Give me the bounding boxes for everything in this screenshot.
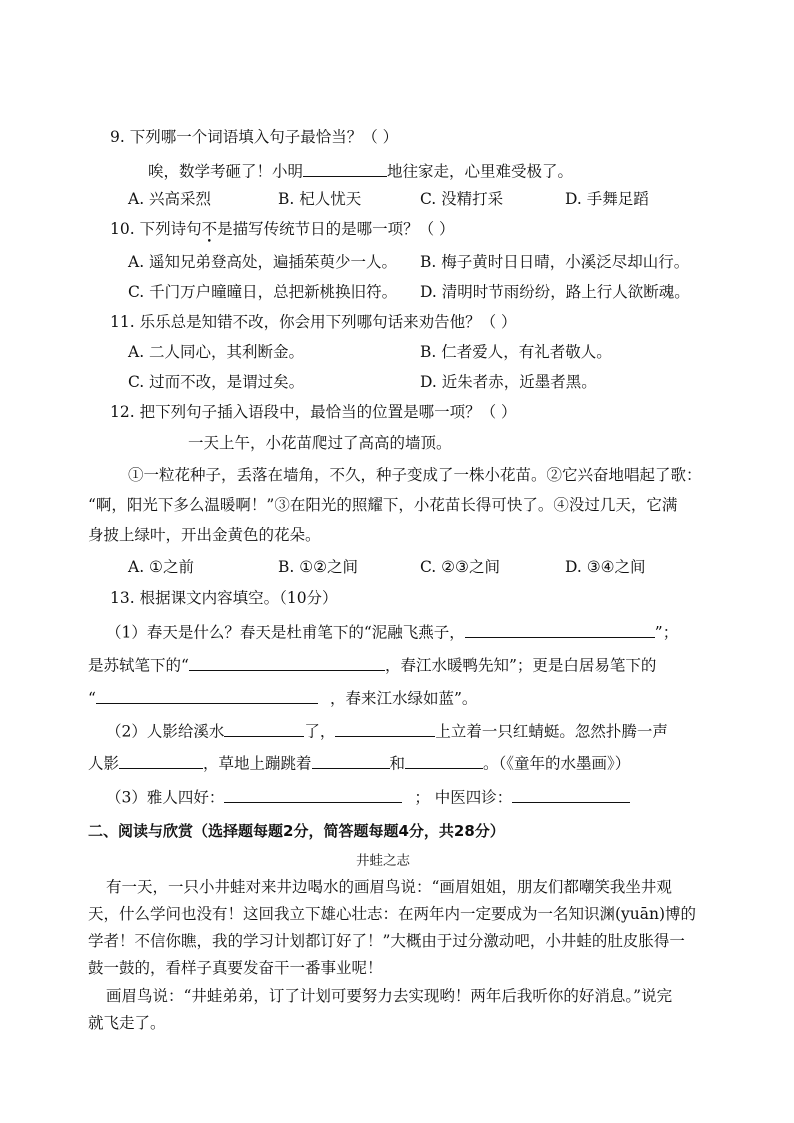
q10-stem-end: 是描写传统节日的是哪一项？（ ） (217, 220, 455, 238)
q12-paragraph-line-2: “啊，阳光下多么温暖啊！”③在阳光的照耀下，小花苗长得可快了。④没过几天，它满 (88, 496, 678, 514)
q9-option-c[interactable]: C. 没精打采 (420, 190, 504, 208)
q9-option-a[interactable]: A. 兴高采烈 (128, 190, 212, 208)
q11-option-b[interactable]: B. 仁者爱人，有礼者敬人。 (420, 343, 612, 361)
q11-option-c[interactable]: C. 过而不改，是谓过矣。 (128, 373, 305, 391)
q13-blank-10[interactable] (512, 786, 630, 803)
passage-para1-line4: 鼓一鼓的，看样子真要发奋干一番事业呢！ (88, 959, 383, 977)
q13-part2-text-2: 了， (304, 722, 336, 741)
q9-sentence-start: 唉，数学考砸了！小明 (148, 162, 304, 181)
q13-part2-text-3: 上立着一只红蜻蜓。忽然扑腾一声 (435, 722, 668, 741)
q13-part3-text-2: ； 中医四诊： (414, 788, 513, 807)
q9-option-b[interactable]: B. 杞人忧天 (278, 190, 362, 208)
q10-option-b[interactable]: B. 梅子黄时日日晴，小溪泛尽却山行。 (420, 253, 690, 271)
q13-part3-text-1: （3）雅人四好： (106, 788, 225, 807)
q13-part1-text-6: ，春来江水绿如蓝”。 (329, 689, 478, 708)
q13-part1-text-4: ，春江水暖鸭先知”；更是白居易笔下的 (384, 656, 657, 675)
q13-blank-1[interactable] (465, 621, 655, 638)
q13-blank-4[interactable] (224, 720, 304, 737)
q13-blank-6[interactable] (119, 752, 203, 769)
q11-option-d[interactable]: D. 近朱者赤，近墨者黑。 (420, 373, 597, 391)
q12-option-a[interactable]: A. ①之前 (128, 558, 194, 576)
q13-part2-line2 (88, 752, 630, 774)
q13-part1-text-5: “ (88, 689, 96, 708)
q11-stem: 11. 乐乐总是知错不改，你会用下列哪句话来劝告他？（ ） (110, 313, 517, 331)
q10-stem (110, 220, 455, 239)
passage-title: 井蛙之志 (356, 853, 410, 869)
passage-para1-line1: 有一天，一只小井蛙对来井边喝水的画眉鸟说：“画眉姐姐，朋友们都嘲笑我坐井观 (106, 878, 672, 896)
q10-option-d[interactable]: D. 清明时节雨纷纷，路上行人欲断魂。 (420, 283, 690, 301)
q13-part1-text-1: （1）春天是什么？春天是杜甫笔下的“泥融飞燕子， (106, 623, 465, 642)
q13-part1-text-2: ”； (654, 623, 679, 642)
q13-part2-text-7: 。（《童年的水墨画》） (483, 754, 631, 773)
q9-option-d[interactable]: D. 手舞足蹈 (565, 190, 649, 208)
q11-option-a[interactable]: A. 二人同心，其利断金。 (128, 343, 305, 361)
q13-stem: 13. 根据课文内容填空。（10分） (110, 589, 338, 607)
q13-blank-2[interactable] (189, 654, 385, 671)
q12-paragraph-line-1: ①一粒花种子，丢落在墙角，不久，种子变成了一株小花苗。②它兴奋地唱起了歌： (128, 466, 702, 484)
q13-part1-line1 (106, 621, 678, 643)
q13-blank-8[interactable] (405, 752, 483, 769)
q12-option-c[interactable]: C. ②③之间 (420, 558, 500, 576)
q13-part1-line2 (88, 654, 656, 676)
q12-paragraph-line-3: 身披上绿叶，开出金黄色的花朵。 (88, 526, 321, 544)
q12-insert-sentence: 一天上午，小花苗爬过了高高的墙顶。 (188, 434, 452, 452)
q12-stem: 12. 把下列句子插入语段中，最恰当的位置是哪一项？（ ） (110, 403, 517, 421)
q13-part2-text-4: 人影 (88, 754, 120, 773)
q9-sentence (148, 160, 573, 182)
q12-option-b[interactable]: B. ①②之间 (278, 558, 359, 576)
passage-para2-line2: 就飞走了。 (88, 1014, 166, 1032)
section2-heading: 二、阅读与欣赏（选择题每题2分，简答题每题4分，共28分） (88, 822, 505, 840)
q13-part2-text-5: ，草地上蹦跳着 (203, 754, 312, 773)
q9-sentence-end: 地往家走，心里难受极了。 (387, 162, 574, 181)
q10-emphasis-mark: 不 (201, 220, 218, 238)
passage-para1-line3: 学者！不信你瞧，我的学习计划都订好了！”大概由于过分激动吧，小井蛙的肚皮胀得一 (88, 932, 685, 950)
q13-blank-5[interactable] (335, 720, 435, 737)
q13-part2-line1 (106, 720, 668, 742)
q9-stem: 9. 下列哪一个词语填入句子最恰当？（ ） (110, 128, 399, 146)
passage-para2-line1: 画眉鸟说：“井蛙弟弟，订了计划可要努力去实现哟！两年后我听你的好消息。”说完 (106, 987, 673, 1005)
q13-part3-line (106, 786, 630, 808)
q10-option-c[interactable]: C. 千门万户曈曈日，总把新桃换旧符。 (128, 283, 398, 301)
passage-para1-line2: 天，什么学问也没有！这回我立下雄心壮志：在两年内一定要成为一名知识渊(yuān)博的 (88, 905, 697, 923)
q13-part2-text-1: （2）人影给溪水 (106, 722, 225, 741)
q13-part1-line3 (88, 687, 477, 709)
q13-part2-text-6: 和 (389, 754, 406, 773)
q10-stem-start: 10. 下列诗句 (110, 220, 202, 238)
q10-option-a[interactable]: A. 遥知兄弟登高处，遍插茱萸少一人。 (128, 253, 398, 271)
q12-option-d[interactable]: D. ③④之间 (565, 558, 646, 576)
q13-blank-9[interactable] (224, 786, 402, 803)
q13-blank-7[interactable] (312, 752, 390, 769)
q13-part1-text-3: 是苏轼笔下的“ (88, 656, 189, 675)
q13-blank-3[interactable] (96, 687, 318, 704)
q9-answer-blank[interactable] (303, 160, 387, 177)
